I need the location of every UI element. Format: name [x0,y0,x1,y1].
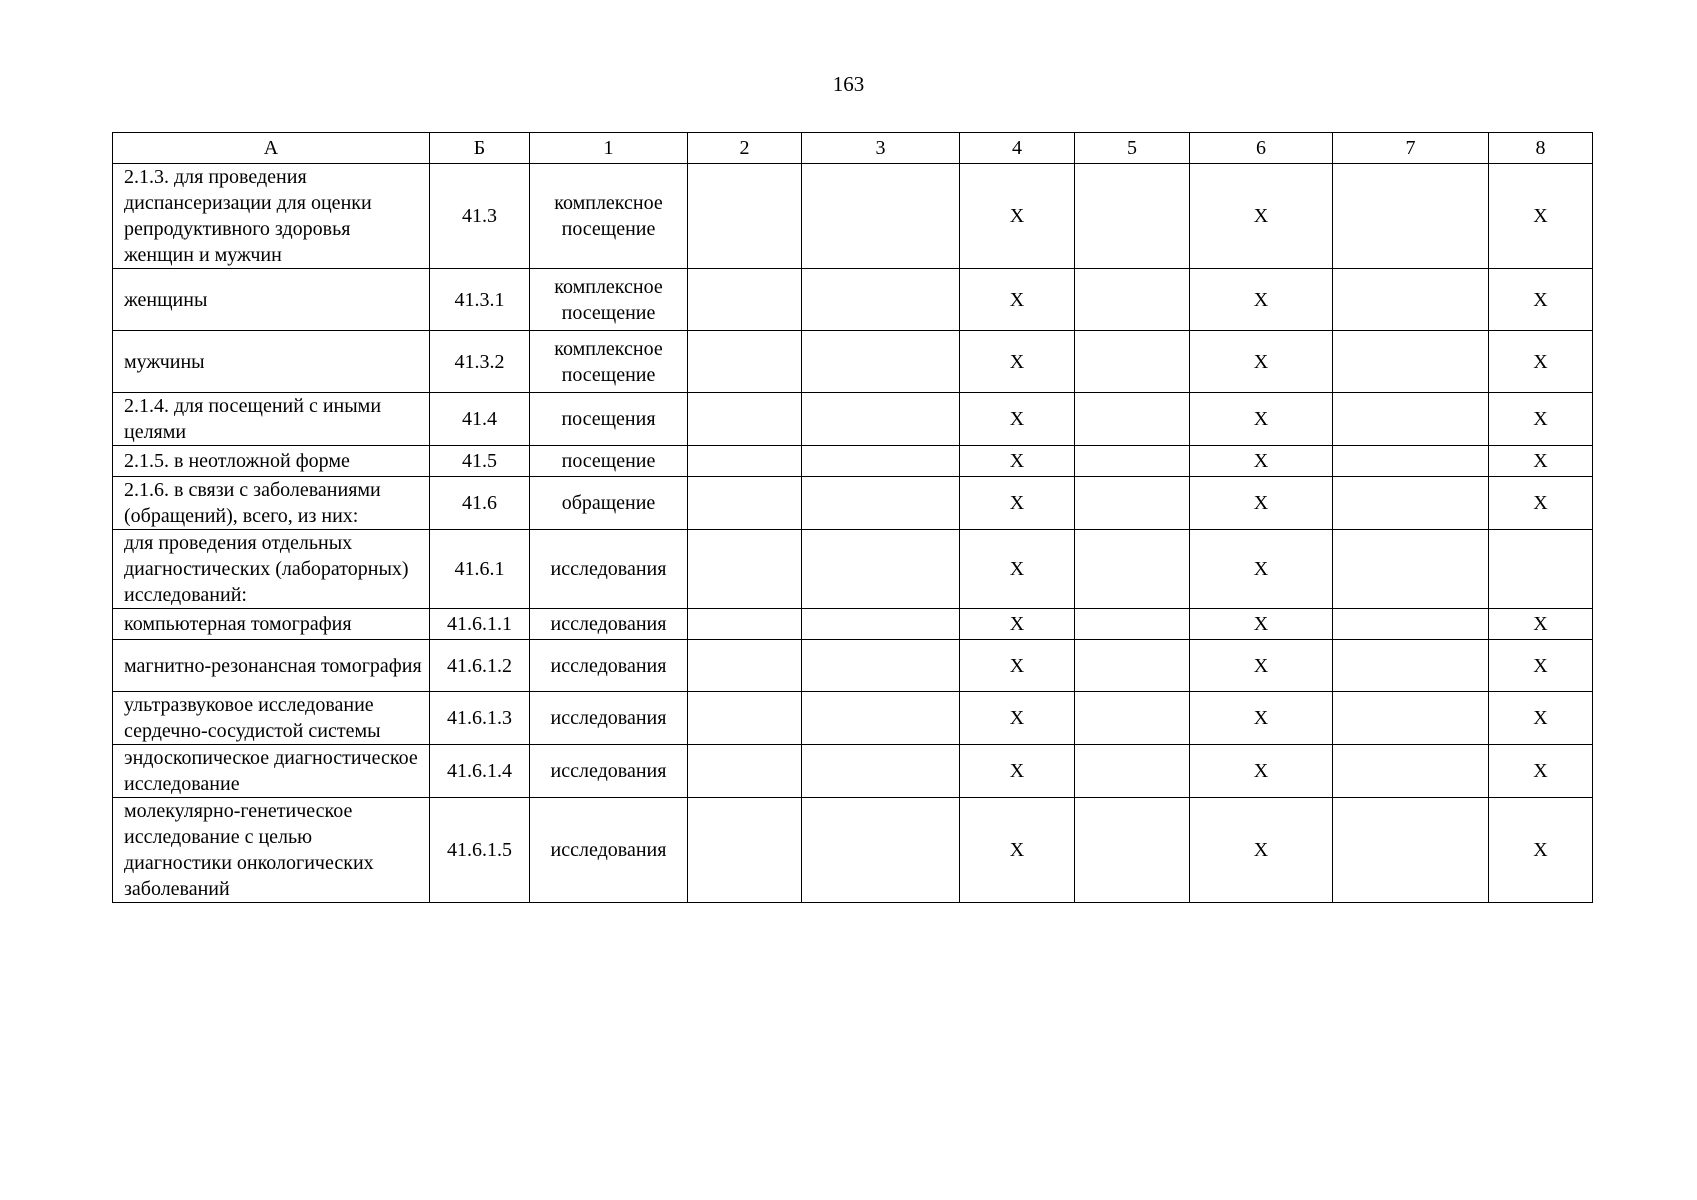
row-code: 41.6.1.2 [430,640,530,692]
table-row [113,477,1593,530]
cell-col-5 [1075,393,1190,446]
cell-col-7 [1333,331,1489,393]
header-col-1: 1 [530,133,688,164]
cell-col-5 [1075,269,1190,331]
cell-col-4: Х [960,331,1075,393]
row-code: 41.4 [430,393,530,446]
row-code: 41.5 [430,446,530,477]
cell-col-5 [1075,692,1190,745]
row-code: 41.6 [430,477,530,530]
row-unit: исследования [530,640,688,692]
cell-col-6: Х [1190,393,1333,446]
header-col-6: 6 [1190,133,1333,164]
row-label: мужчины [113,331,430,393]
cell-col-8: Х [1489,609,1593,640]
row-unit: посещение [530,446,688,477]
cell-col-6: Х [1190,331,1333,393]
table-row [113,530,1593,609]
cell-col-3 [802,640,960,692]
cell-col-7 [1333,393,1489,446]
cell-col-3 [802,393,960,446]
cell-col-2 [688,269,802,331]
cell-col-6: Х [1190,269,1333,331]
table-header [113,133,1593,164]
table-row [113,164,1593,269]
header-col-a: А [113,133,430,164]
cell-col-4: Х [960,164,1075,269]
row-label: ультразвуковое исследование сердечно-сосудистой системы [113,692,430,745]
table-row [113,446,1593,477]
cell-col-2 [688,331,802,393]
table-row [113,609,1593,640]
row-unit: исследования [530,745,688,798]
cell-col-4: Х [960,530,1075,609]
row-unit: исследования [530,530,688,609]
cell-col-3 [802,331,960,393]
cell-col-4: Х [960,393,1075,446]
cell-col-5 [1075,609,1190,640]
cell-col-8: Х [1489,745,1593,798]
cell-col-3 [802,530,960,609]
cell-col-5 [1075,745,1190,798]
cell-col-7 [1333,640,1489,692]
cell-col-8: Х [1489,269,1593,331]
cell-col-5 [1075,477,1190,530]
cell-col-7 [1333,692,1489,745]
row-unit: комплексное посещение [530,269,688,331]
table-row [113,798,1593,903]
cell-col-7 [1333,269,1489,331]
cell-col-4: Х [960,692,1075,745]
header-row [113,133,1593,164]
cell-col-8: Х [1489,692,1593,745]
cell-col-7 [1333,798,1489,903]
header-col-7: 7 [1333,133,1489,164]
cell-col-6: Х [1190,609,1333,640]
table-row [113,269,1593,331]
cell-col-2 [688,393,802,446]
cell-col-8: Х [1489,446,1593,477]
cell-col-4: Х [960,609,1075,640]
cell-col-3 [802,446,960,477]
cell-col-8: Х [1489,164,1593,269]
row-code: 41.3.2 [430,331,530,393]
table-row [113,331,1593,393]
cell-col-8: Х [1489,477,1593,530]
header-col-4: 4 [960,133,1075,164]
cell-col-5 [1075,640,1190,692]
cell-col-5 [1075,164,1190,269]
cell-col-3 [802,477,960,530]
row-unit: обращение [530,477,688,530]
row-label: женщины [113,269,430,331]
cell-col-7 [1333,477,1489,530]
cell-col-3 [802,798,960,903]
row-label: 2.1.3. для проведения диспансеризации для оценки репродуктивного здоровья женщин и мужчин [113,164,430,269]
cell-col-8: Х [1489,393,1593,446]
row-label: 2.1.5. в неотложной форме [113,446,430,477]
table-body [113,164,1593,903]
row-code: 41.3 [430,164,530,269]
cell-col-5 [1075,798,1190,903]
data-table [112,132,1593,903]
row-label: компьютерная томография [113,609,430,640]
row-code: 41.6.1 [430,530,530,609]
cell-col-3 [802,269,960,331]
cell-col-4: Х [960,446,1075,477]
cell-col-6: Х [1190,164,1333,269]
cell-col-6: Х [1190,477,1333,530]
row-unit: посещения [530,393,688,446]
cell-col-4: Х [960,477,1075,530]
cell-col-2 [688,798,802,903]
row-unit: исследования [530,609,688,640]
table-row [113,393,1593,446]
cell-col-2 [688,164,802,269]
row-label: магнитно-резонансная томография [113,640,430,692]
row-code: 41.6.1.4 [430,745,530,798]
cell-col-6: Х [1190,745,1333,798]
row-label: для проведения отдельных диагностических (лабораторных) исследований: [113,530,430,609]
cell-col-7 [1333,530,1489,609]
cell-col-2 [688,446,802,477]
row-code: 41.6.1.1 [430,609,530,640]
table-row [113,692,1593,745]
row-label: молекулярно-генетическое исследование с целью диагностики онкологических заболеваний [113,798,430,903]
header-col-2: 2 [688,133,802,164]
row-unit: исследования [530,798,688,903]
header-col-5: 5 [1075,133,1190,164]
cell-col-6: Х [1190,692,1333,745]
cell-col-7 [1333,164,1489,269]
row-unit: исследования [530,692,688,745]
page-number: 163 [832,72,865,96]
cell-col-7 [1333,609,1489,640]
cell-col-2 [688,609,802,640]
cell-col-2 [688,640,802,692]
cell-col-4: Х [960,745,1075,798]
header-col-8: 8 [1489,133,1593,164]
cell-col-4: Х [960,640,1075,692]
cell-col-5 [1075,331,1190,393]
cell-col-5 [1075,530,1190,609]
cell-col-7 [1333,745,1489,798]
cell-col-3 [802,745,960,798]
header-col-b: Б [430,133,530,164]
cell-col-8 [1489,530,1593,609]
cell-col-4: Х [960,798,1075,903]
cell-col-6: Х [1190,530,1333,609]
cell-col-7 [1333,446,1489,477]
table-row [113,745,1593,798]
cell-col-2 [688,745,802,798]
cell-col-3 [802,609,960,640]
cell-col-4: Х [960,269,1075,331]
row-label: 2.1.6. в связи с заболеваниями (обращений), всего, из них: [113,477,430,530]
cell-col-8: Х [1489,640,1593,692]
row-label: эндоскопическое диагностическое исследование [113,745,430,798]
row-code: 41.6.1.5 [430,798,530,903]
cell-col-8: Х [1489,798,1593,903]
cell-col-6: Х [1190,798,1333,903]
cell-col-8: Х [1489,331,1593,393]
row-label: 2.1.4. для посещений с иными целями [113,393,430,446]
row-code: 41.3.1 [430,269,530,331]
row-unit: комплексное посещение [530,331,688,393]
cell-col-6: Х [1190,640,1333,692]
cell-col-5 [1075,446,1190,477]
header-col-3: 3 [802,133,960,164]
table-row [113,640,1593,692]
cell-col-2 [688,477,802,530]
row-code: 41.6.1.3 [430,692,530,745]
cell-col-6: Х [1190,446,1333,477]
row-unit: комплексное посещение [530,164,688,269]
cell-col-2 [688,530,802,609]
cell-col-3 [802,692,960,745]
cell-col-3 [802,164,960,269]
cell-col-2 [688,692,802,745]
